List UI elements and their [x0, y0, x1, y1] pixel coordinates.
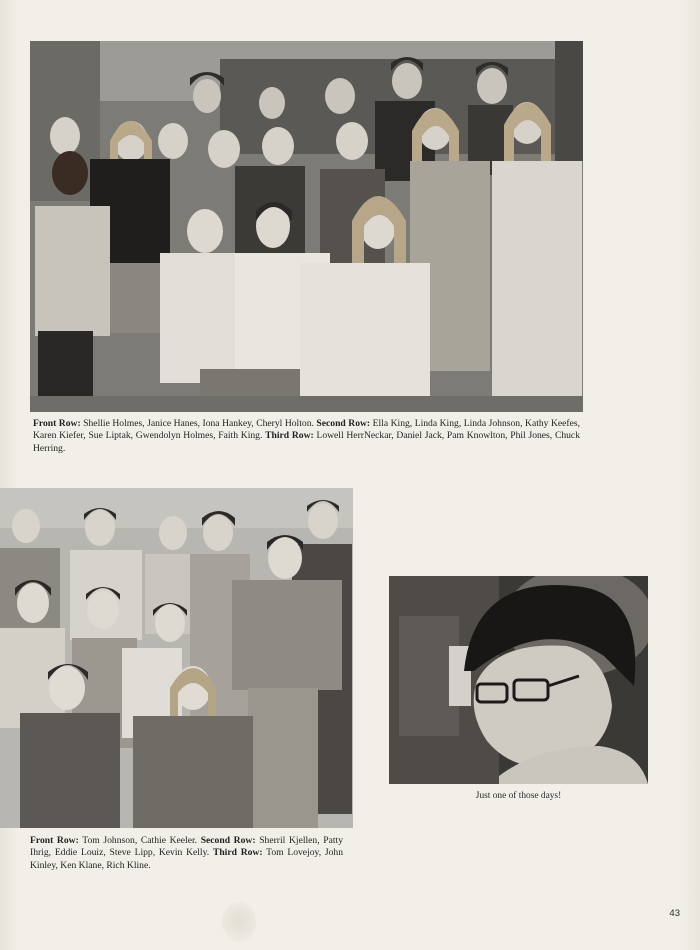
group-photo-bottom	[0, 488, 353, 828]
caption1-third-row-label: Third Row:	[265, 430, 314, 442]
caption2-front-row-names: Tom Johnson, Cathie Keeler.	[78, 835, 201, 846]
group-photo-bottom-caption	[30, 835, 343, 872]
candid-photo	[389, 576, 648, 784]
caption2-third-row-names: Tom Lovejoy, John Kinley, Ken Klane, Rich Kline.	[30, 847, 343, 871]
page-number: 43	[669, 908, 680, 919]
caption1-third-row-names: Lowell HerrNeckar, Daniel Jack, Pam Knowlton, Phil Jones, Chuck Herring.	[33, 430, 580, 454]
caption2-second-row-label: Second Row:	[200, 835, 256, 846]
caption1-front-row-label: Front Row:	[33, 418, 81, 429]
candid-photo-image	[389, 576, 648, 784]
group-photo-top-caption	[33, 418, 580, 455]
caption1-second-row-label: Second Row:	[316, 418, 371, 429]
caption2-third-row-label: Third Row:	[212, 847, 263, 859]
caption1-second-row-names: Ella King, Linda King, Linda Johnson, Kathy Keefes, Karen Kiefer, Sue Liptak, Gwendolyn Holmes, Faith King.	[33, 418, 581, 442]
caption2-front-row-label: Front Row:	[30, 835, 79, 846]
group-photo-top-image	[30, 41, 583, 412]
group-photo-bottom-image	[0, 488, 353, 828]
paper-stain	[222, 902, 256, 942]
candid-photo-caption: Just one of those days!	[475, 791, 562, 801]
group-photo-top	[30, 41, 583, 412]
caption1-front-row-names: Shellie Holmes, Janice Hanes, Iona Hankey, Cheryl Holton.	[80, 418, 317, 429]
caption2-second-row-names: Sherril Kjellen, Patty Ihrig, Eddie Louiz, Steve Lipp, Kevin Kelly.	[30, 835, 343, 859]
